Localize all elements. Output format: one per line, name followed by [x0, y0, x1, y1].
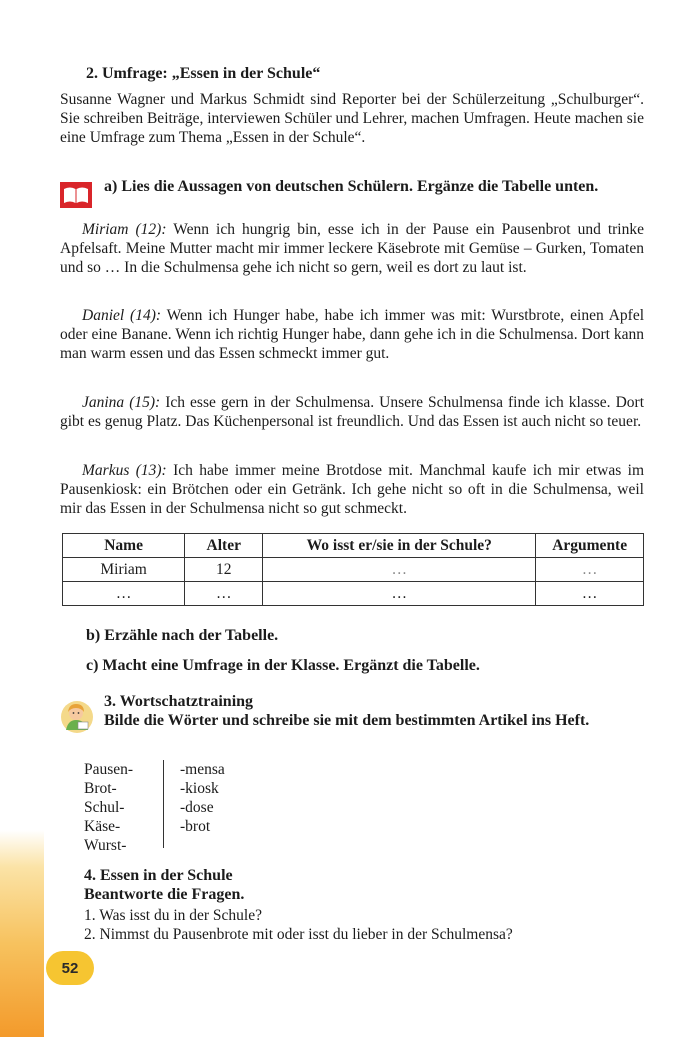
- table-cell: …: [263, 582, 536, 606]
- quote-janina: [60, 393, 644, 431]
- section-2-title: 2. Umfrage: „Essen in der Schule“: [86, 65, 321, 82]
- header-alter: Alter: [185, 534, 263, 558]
- list-item: 2. Nimmst du Pausenbrote mit oder isst du lieber in der Schulmensa?: [84, 926, 513, 943]
- word-part: Schul-: [84, 799, 125, 816]
- table-cell: …: [185, 582, 263, 606]
- table-cell: Miriam: [63, 558, 185, 582]
- column-divider: [163, 760, 164, 848]
- section-4-title: 4. Essen in der Schule: [84, 867, 233, 884]
- word-part: Brot-: [84, 780, 117, 797]
- question-list: [84, 906, 513, 944]
- word-part: Wurst-: [84, 837, 127, 854]
- table-cell: …: [263, 558, 536, 582]
- word-parts-left: [84, 760, 133, 855]
- page-number-badge: [46, 951, 94, 985]
- quote-text: Ich esse gern in der Schulmensa. Unsere Schulmensa finde ich klasse. Dort gibt es genug Platz. Das Küchenpersonal ist freundlich. Und das Essen ist auch nicht so teuer.: [60, 394, 644, 430]
- quote-text: Ich habe immer meine Brotdose mit. Manchmal kaufe ich mir etwas im Pausenkiosk: ein Brötchen oder ein Getränk. Ich gehe nicht so oft in die Schulmensa, weil mir das Essen in der Schulmensa nicht so gut schmeckt.: [60, 462, 645, 517]
- table-header-row: [63, 534, 644, 558]
- list-item: 1. Was isst du in der Schule?: [84, 907, 262, 924]
- quote-speaker: Markus (13):: [82, 462, 167, 479]
- quote-speaker: Miriam (12):: [82, 221, 167, 238]
- section-3-instruction: Bilde die Wörter und schreibe sie mit dem bestimmten Artikel ins Heft.: [104, 712, 590, 729]
- table-row: [63, 558, 644, 582]
- quote-miriam: [60, 220, 644, 277]
- table-cell: 12: [185, 558, 263, 582]
- survey-table: [62, 533, 644, 606]
- word-part: Käse-: [84, 818, 121, 835]
- header-name: Name: [63, 534, 185, 558]
- word-part: -kiosk: [180, 780, 219, 797]
- task-a-instruction: a) Lies die Aussagen von deutschen Schülern. Ergänze die Tabelle unten.: [104, 178, 599, 195]
- word-part: -dose: [180, 799, 214, 816]
- quote-markus: [60, 461, 644, 518]
- word-part: -brot: [180, 818, 211, 835]
- section-2-intro: Susanne Wagner und Markus Schmidt sind Reporter bei der Schülerzeitung „Schulburger“. Sie schreiben Beiträge, interviewen Schüler und Lehrer, machen Umfragen. Heute machen sie eine Umfrage zum Thema „Essen in der Schule“.: [60, 91, 644, 146]
- table-cell: …: [536, 558, 644, 582]
- section-4-instruction: Beantworte die Fragen.: [84, 886, 245, 903]
- table-cell: …: [63, 582, 185, 606]
- header-argumente: Argumente: [536, 534, 644, 558]
- quote-daniel: [60, 306, 644, 363]
- side-color-bar: [0, 830, 44, 1037]
- table-cell: …: [536, 582, 644, 606]
- task-c-instruction: c) Macht eine Umfrage in der Klasse. Ergänzt die Tabelle.: [86, 657, 480, 674]
- open-book-icon: [60, 182, 92, 208]
- table-row: [63, 582, 644, 606]
- word-part: Pausen-: [84, 761, 134, 778]
- word-part: -mensa: [180, 761, 225, 778]
- header-wo-isst: Wo isst er/sie in der Schule?: [263, 534, 536, 558]
- word-parts-right: [180, 760, 225, 836]
- task-b-instruction: b) Erzähle nach der Tabelle.: [86, 627, 279, 644]
- section-3-title: 3. Wortschatztraining: [104, 693, 254, 710]
- quote-text: Wenn ich Hunger habe, habe ich immer was mit: Wurstbrote, einen Apfel oder eine Banane. Wenn ich richtig Hunger habe, dann gehe ich in die Schulmensa. Dort kann man warm essen und das Essen schmeckt immer gut.: [60, 307, 645, 362]
- quote-speaker: Janina (15):: [82, 394, 161, 411]
- girl-writing-icon: [60, 700, 94, 734]
- quote-speaker: Daniel (14):: [82, 307, 162, 324]
- quote-text: Wenn ich hungrig bin, esse ich in der Pause ein Pausenbrot und trinke Apfelsaft. Meine Mutter macht mir immer leckere Käsebrote mit Gemüse – Gurken, Tomaten und so … In die Schulmensa gehe ich nicht so gern, weil es dort zu laut ist.: [60, 221, 644, 276]
- page-number: 52: [61, 959, 79, 977]
